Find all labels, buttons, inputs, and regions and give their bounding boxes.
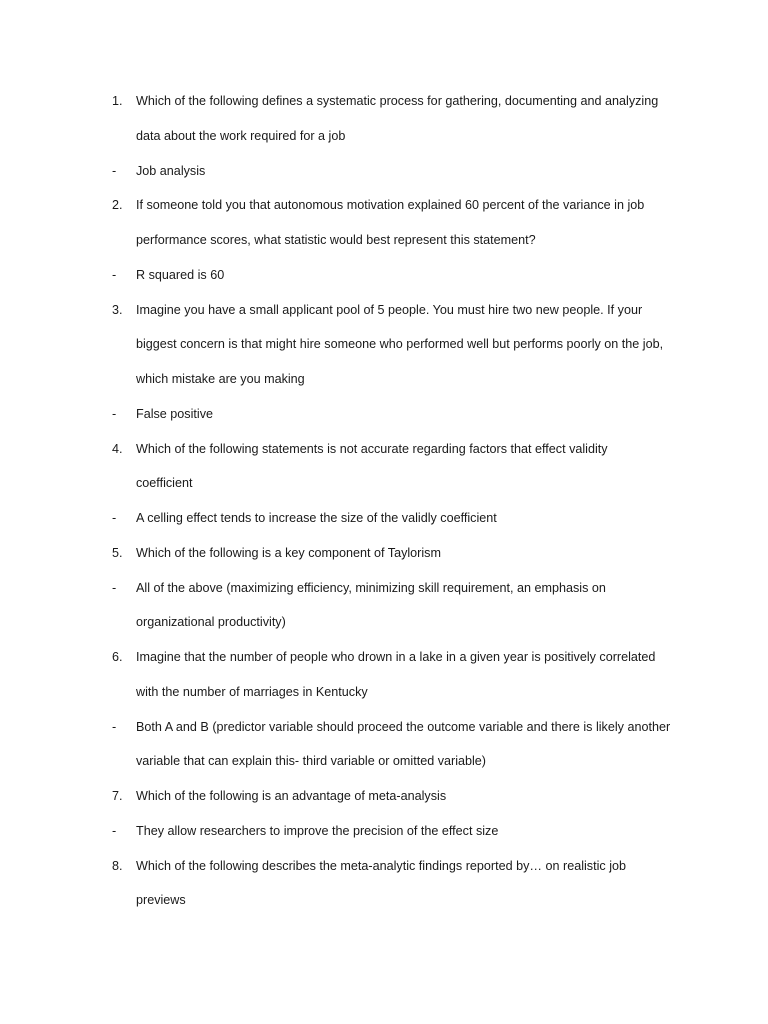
answer-6-line-1 bbox=[0, 710, 768, 745]
answer-text: R squared is 60 bbox=[136, 267, 225, 282]
answer-4 bbox=[0, 501, 768, 536]
question-text: Which of the following is an advantage of meta-analysis bbox=[136, 789, 447, 803]
answer-dash: - bbox=[112, 267, 117, 282]
answer-text: organizational productivity) bbox=[136, 615, 286, 630]
answer-text: Both A and B (predictor variable should proceed the outcome variable and there is likely another bbox=[136, 719, 671, 734]
question-4-line-1 bbox=[0, 432, 768, 467]
answer-dash: - bbox=[112, 163, 117, 178]
answer-dash: - bbox=[112, 511, 117, 525]
answer-text: A celling effect tends to increase the size of the validly coefficient bbox=[136, 511, 497, 525]
question-text: Which of the following is a key component of Taylorism bbox=[136, 545, 441, 560]
question-text: with the number of marriages in Kentucky bbox=[136, 684, 368, 699]
list-number: 6. bbox=[112, 650, 123, 664]
question-text: If someone told you that autonomous motivation explained 60 percent of the variance in job bbox=[136, 198, 645, 213]
answer-dash: - bbox=[112, 719, 117, 734]
question-2-line-1 bbox=[0, 188, 768, 223]
answer-dash: - bbox=[112, 580, 117, 595]
answer-2 bbox=[0, 258, 768, 293]
list-number: 1. bbox=[112, 94, 123, 108]
question-6-line-2 bbox=[0, 675, 768, 710]
answer-text: variable that can explain this- third variable or omitted variable) bbox=[136, 754, 486, 769]
question-4-line-2 bbox=[0, 466, 768, 501]
question-3-line-3 bbox=[0, 362, 768, 397]
question-text: performance scores, what statistic would best represent this statement? bbox=[136, 233, 536, 247]
question-8-line-2 bbox=[0, 883, 768, 918]
question-text: coefficient bbox=[136, 476, 193, 491]
question-1-line-1 bbox=[0, 84, 768, 119]
question-list bbox=[0, 84, 768, 918]
question-3-line-2 bbox=[0, 327, 768, 362]
answer-5-line-1 bbox=[0, 571, 768, 606]
question-3-line-1 bbox=[0, 293, 768, 328]
list-number: 5. bbox=[112, 545, 123, 560]
answer-1 bbox=[0, 154, 768, 189]
question-7-line-1 bbox=[0, 779, 768, 814]
question-2-line-2 bbox=[0, 223, 768, 258]
question-text: data about the work required for a job bbox=[136, 128, 346, 143]
question-text: which mistake are you making bbox=[136, 372, 305, 386]
answer-3 bbox=[0, 397, 768, 432]
answer-5-line-2 bbox=[0, 605, 768, 640]
list-number: 3. bbox=[112, 302, 123, 317]
answer-dash: - bbox=[112, 406, 117, 421]
answer-text: They allow researchers to improve the precision of the effect size bbox=[136, 823, 499, 838]
question-5-line-1 bbox=[0, 536, 768, 571]
question-text: Which of the following describes the meta-analytic findings reported by… on realistic job bbox=[136, 858, 627, 873]
question-text: Imagine that the number of people who drown in a lake in a given year is positively correlated bbox=[136, 650, 656, 664]
answer-text: Job analysis bbox=[136, 163, 206, 178]
question-6-line-1 bbox=[0, 640, 768, 675]
answer-text: False positive bbox=[136, 406, 213, 421]
question-1-line-2 bbox=[0, 119, 768, 154]
answer-text: All of the above (maximizing efficiency, minimizing skill requirement, an emphasis on bbox=[136, 580, 606, 595]
question-text: biggest concern is that might hire someone who performed well but performs poorly on the job, bbox=[136, 337, 664, 352]
answer-6-line-2 bbox=[0, 744, 768, 779]
list-number: 4. bbox=[112, 441, 123, 456]
list-number: 7. bbox=[112, 789, 123, 803]
list-number: 2. bbox=[112, 198, 123, 213]
answer-dash: - bbox=[112, 823, 117, 838]
question-8-line-1 bbox=[0, 849, 768, 884]
question-text: previews bbox=[136, 893, 186, 908]
answer-7 bbox=[0, 814, 768, 849]
question-text: Imagine you have a small applicant pool of 5 people. You must hire two new people. If your bbox=[136, 302, 643, 317]
question-text: Which of the following statements is not accurate regarding factors that effect validity bbox=[136, 441, 608, 456]
list-number: 8. bbox=[112, 858, 123, 873]
question-text: Which of the following defines a systematic process for gathering, documenting and analyzing bbox=[136, 94, 659, 108]
